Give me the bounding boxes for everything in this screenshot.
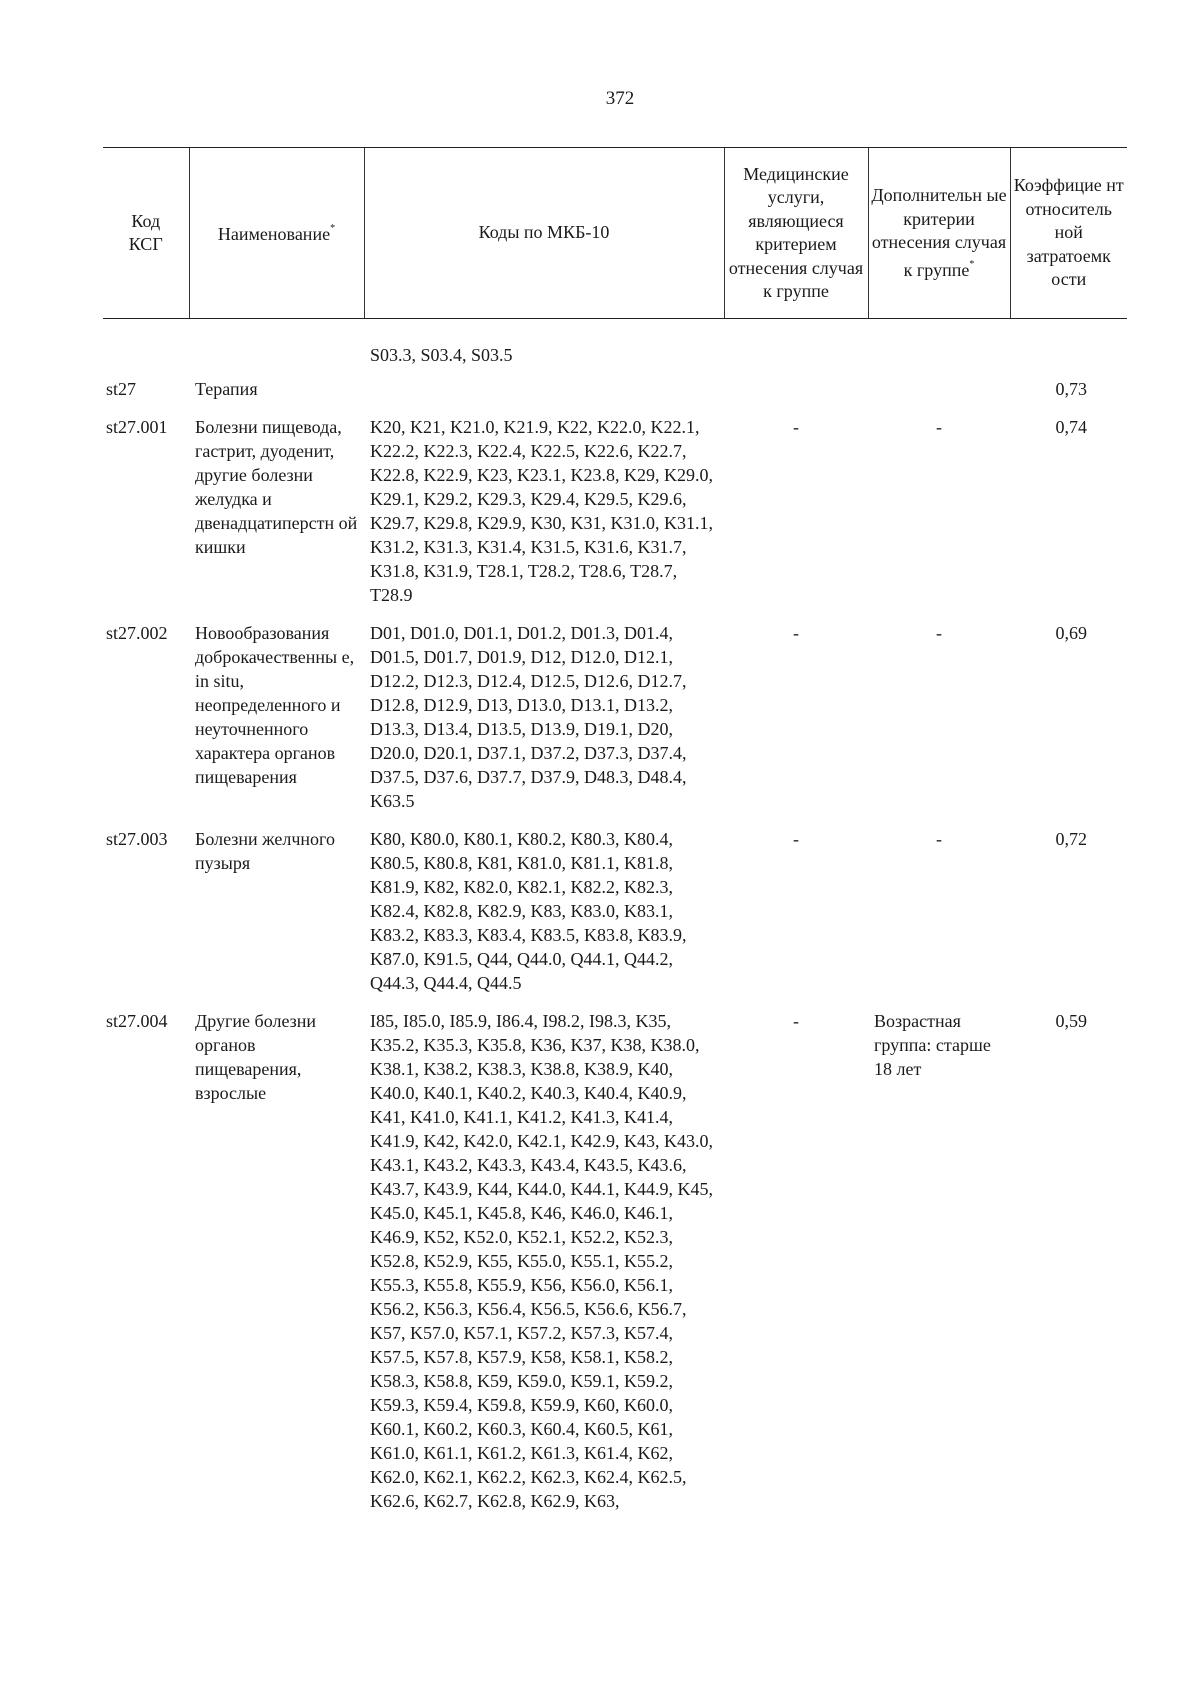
- row-mkb: I85, I85.0, I85.9, I86.4, I98.2, I98.3, K35, K35.2, K35.3, K35.8, K36, K37, K38, K38.0, K38.1, K38.2, K38.3, K38.8, K38.9, K40, K40.0, K40.1, K40.2, K40.3, K40.4, K40.9, K41, K41.0, K41.1, K41.2, K41.3, K41.4, K41.9, K42, K42.0, K42.1, K42.9, K43, K43.0, K43.1, K43.2, K43.3, K43.4, K43.5, K43.6, K43.7, K43.9, K44, K44.0, K44.1, K44.9, K45, K45.0, K45.1, K45.8, K46, K46.0, K46.1, K46.9, K52, K52.0, K52.1, K52.2, K52.3, K52.8, K52.9, K55, K55.0, K55.1, K55.2, K55.3, K55.8, K55.9, K56, K56.0, K56.1, K56.2, K56.3, K56.4, K56.5, K56.6, K56.7, K57, K57.0, K57.1, K57.2, K57.3, K57.4, K57.5, K57.8, K57.9, K58, K58.1, K58.2, K58.3, K58.8, K59, K59.0, K59.1, K59.2, K59.3, K59.4, K59.8, K59.9, K60, K60.0, K60.1, K60.2, K60.3, K60.4, K60.5, K61, K61.0, K61.1, K61.2, K61.3, K61.4, K62, K62.0, K62.1, K62.2, K62.3, K62.4, K62.5, K62.6, K62.7, K62.8, K62.9, K63,: [370, 1011, 713, 1511]
- ksg-table: [103, 147, 1127, 1527]
- continuation-codes: S03.3, S03.4, S03.5: [370, 345, 513, 365]
- row-mkb: K80, K80.0, K80.1, K80.2, K80.3, K80.4, K80.5, K80.8, K81, K81.0, K81.1, K81.8, K81.9, K82, K82.0, K82.1, K82.2, K82.3, K82.4, K82.8, K82.9, K83, K83.0, K83.1, K83.2, K83.3, K83.4, K83.5, K83.8, K83.9, K87.0, K91.5, Q44, Q44.0, Q44.1, Q44.2, Q44.3, Q44.4, Q44.5: [370, 829, 687, 993]
- header-name-mark: *: [330, 223, 336, 235]
- row-additional: Возрастная группа: старше 18 лет: [874, 1011, 991, 1079]
- row-mkb: K20, K21, K21.0, K21.9, K22, K22.0, K22.1, K22.2, K22.3, K22.4, K22.5, K22.6, K22.7, K22.8, K22.9, K23, K23.1, K23.8, K29, K29.0, K29.1, K29.2, K29.3, K29.4, K29.5, K29.6, K29.7, K29.8, K29.9, K30, K31, K31.0, K31.1, K31.2, K31.3, K31.4, K31.5, K31.6, K31.7, K31.8, K31.9, T28.1, T28.2, T28.6, T28.7, T28.9: [370, 417, 713, 605]
- header-code: [103, 148, 189, 319]
- table-row: [103, 415, 1127, 621]
- table-header-row: [103, 148, 1127, 319]
- row-services: [724, 377, 868, 415]
- row-code: st27.002: [106, 623, 168, 643]
- row-mkb: D01, D01.0, D01.1, D01.2, D01.3, D01.4, D01.5, D01.7, D01.9, D12, D12.0, D12.1, D12.2, D12.3, D12.4, D12.5, D12.6, D12.7, D12.8, D12.9, D13, D13.0, D13.1, D13.2, D13.3, D13.4, D13.5, D13.9, D19.1, D20, D20.0, D20.1, D37.1, D37.2, D37.3, D37.4, D37.5, D37.6, D37.7, D37.9, D48.3, D48.4, K63.5: [370, 623, 687, 811]
- header-code-line2: КСГ: [128, 234, 163, 254]
- row-name: Болезни пищевода, гастрит, дуоденит, другие болезни желудка и двенадцатиперстн ой кишки: [195, 417, 358, 557]
- row-code: st27.001: [106, 417, 168, 437]
- row-additional: -: [936, 829, 942, 849]
- header-services: Медицинские услуги, являющиеся критерием отнесения случая к группе: [724, 148, 868, 319]
- row-code: st27.003: [106, 829, 168, 849]
- row-name: Новообразования доброкачественны е, in situ, неопределенного и неуточненного характера органов пищеварения: [195, 623, 355, 787]
- header-additional-mark: *: [969, 258, 975, 270]
- header-additional: [868, 148, 1010, 319]
- row-name: Другие болезни органов пищеварения, взрослые: [195, 1011, 317, 1103]
- page-number: 372: [605, 88, 635, 109]
- header-additional-label: Дополнительн ые критерии отнесения случая к группе: [871, 185, 1007, 280]
- row-coefficient: 0,74: [1055, 417, 1087, 437]
- continuation-row: [103, 343, 1127, 377]
- header-name: [189, 148, 364, 319]
- row-additional: -: [936, 623, 942, 643]
- row-additional: -: [936, 417, 942, 437]
- table-row: [103, 1009, 1127, 1527]
- table-row: [103, 377, 1127, 415]
- row-coefficient: 0,73: [1055, 379, 1087, 399]
- row-additional: [868, 377, 1010, 415]
- row-services: -: [793, 829, 799, 849]
- row-name: Болезни желчного пузыря: [195, 829, 335, 873]
- table-row: [103, 621, 1127, 827]
- row-coefficient: 0,69: [1055, 623, 1087, 643]
- row-services: -: [793, 417, 799, 437]
- row-services: -: [793, 1011, 799, 1031]
- row-code: st27.004: [106, 1011, 168, 1031]
- header-name-label: Наименование: [217, 224, 331, 245]
- header-coefficient: Коэффицие нт относитель ной затратоемк ости: [1010, 148, 1127, 319]
- row-services: -: [793, 623, 799, 643]
- row-coefficient: 0,59: [1055, 1011, 1087, 1031]
- row-code: st27: [106, 379, 137, 399]
- header-code-line1: Код: [131, 210, 161, 231]
- header-mkb: Коды по МКБ-10: [364, 148, 724, 319]
- row-mkb: [364, 377, 724, 415]
- row-name: Терапия: [195, 379, 258, 399]
- row-coefficient: 0,72: [1055, 829, 1087, 849]
- table-row: [103, 827, 1127, 1009]
